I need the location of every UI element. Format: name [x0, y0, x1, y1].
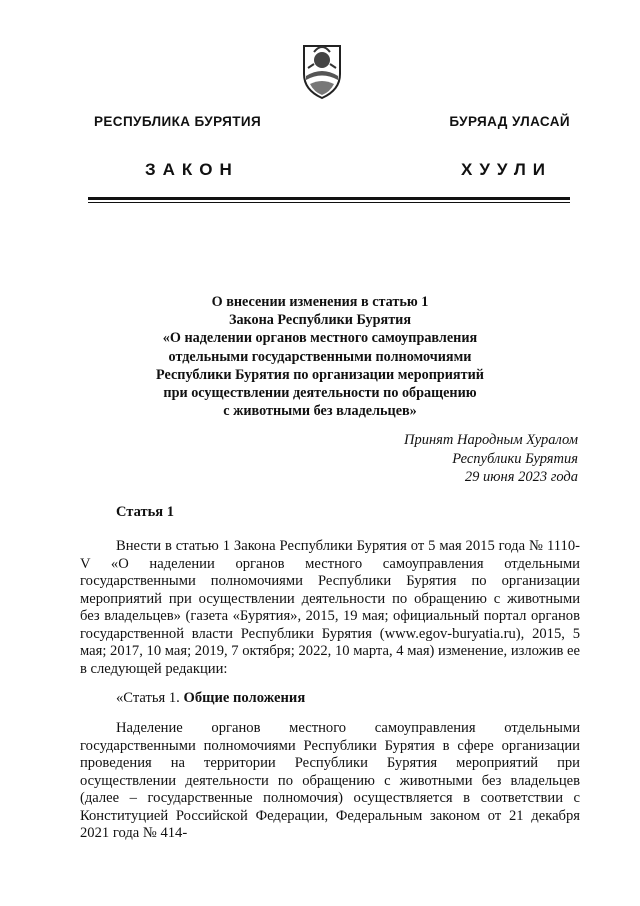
- adoption-line: Республики Бурятия: [452, 450, 578, 467]
- law-label-ru: ЗАКОН: [145, 160, 239, 179]
- header-divider-thin: [88, 202, 570, 203]
- article-paragraph: Внести в статью 1 Закона Республики Бурятия от 5 мая 2015 года № 1110-V «О наделении органов местного самоуправления отдельными государственными полномочиями Республики Бурятия по организации мероприятий при осуществлении деятельности по обращению с животными без владельцев» (газета «Бурятия», 2015, 19 мая; официальный портал органов государственной власти Республики Бурятия (www.egov-buryatia.ru), 2015, 5 мая; 2017, 10 мая; 2019, 7 октября; 2022, 10 марта, 4 мая) изменение, изложив ее в следующей редакции:: [80, 538, 580, 677]
- article-paragraph: Наделение органов местного самоуправления отдельными государственными полномочиями Республики Бурятия в сфере организации проведения на территории Республики Бурятия мероприятий при осуществлении деятельности по обращению с животными без владельцев (далее – государственные полномочия) осуществляется в соответствии с Конституцией Российской Федерации, Федеральным законом от 21 декабря 2021 года № 414-: [80, 720, 580, 841]
- law-title: [100, 293, 540, 420]
- adoption-note: [404, 431, 578, 487]
- quoted-heading-title: Общие положения: [183, 690, 306, 706]
- law-label-bua: ХУУЛИ: [461, 160, 552, 179]
- title-line: при осуществлении деятельности по обращению: [163, 385, 477, 402]
- republic-name-bua: БУРЯАД УЛАСАЙ: [449, 114, 570, 129]
- title-line: с животными без владельцев»: [223, 403, 417, 420]
- republic-name-ru: РЕСПУБЛИКА БУРЯТИЯ: [94, 114, 262, 129]
- coat-of-arms-icon: [300, 40, 344, 100]
- title-line: О внесении изменения в статью 1: [211, 294, 429, 310]
- title-line: Закона Республики Бурятия: [228, 312, 412, 329]
- quoted-heading-prefix: «Статья 1.: [116, 690, 180, 706]
- quoted-article-heading: [80, 690, 580, 708]
- adoption-line: Принят Народным Хуралом: [403, 432, 578, 448]
- header-divider-thick: [88, 197, 570, 200]
- title-line: «О наделении органов местного самоуправления: [162, 330, 478, 347]
- title-line: отдельными государственными полномочиями: [168, 348, 472, 365]
- adoption-date: 29 июня 2023 года: [464, 469, 578, 485]
- title-line: Республики Бурятия по организации мероприятий: [156, 366, 484, 383]
- article-heading: Статья 1: [116, 504, 174, 520]
